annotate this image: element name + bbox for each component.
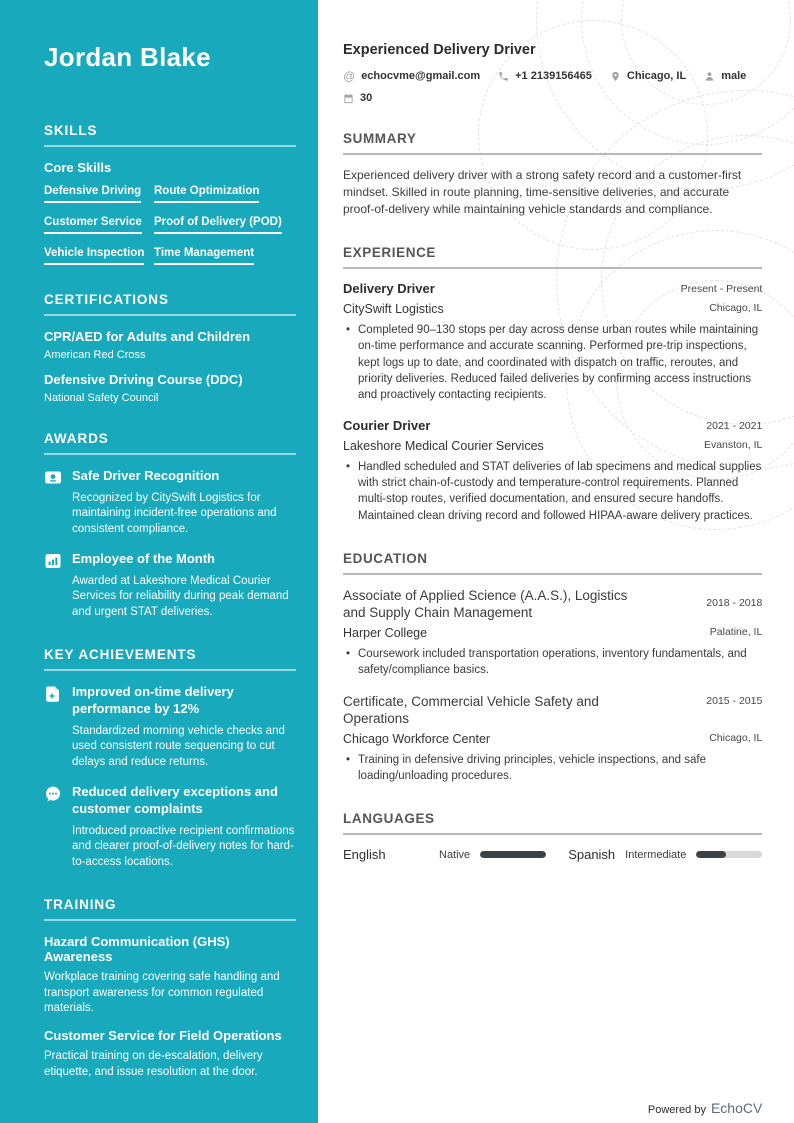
job-date: 2021 - 2021 — [706, 419, 763, 432]
training-title: Customer Service for Field Operations — [44, 1028, 282, 1044]
contact-row — [343, 69, 762, 104]
training-title: Hazard Communication (GHS) Awareness — [44, 934, 230, 965]
skill-group-title: Core Skills — [44, 160, 112, 175]
experience-entry — [343, 281, 762, 404]
job-location: Chicago, IL — [709, 301, 763, 314]
certification-issuer: National Safety Council — [44, 392, 159, 404]
job-bullet: • Handled scheduled and STAT deliveries of lab specimens and medical supplies with strict chain-of-custody and temperature-control requirements. Planned multi-stop routes, verified documentation, and ensured secure handoffs. Maintained clean driving record and followed HIPAA-aware delivery practices. — [343, 459, 762, 524]
education-date: 2018 - 2018 — [706, 596, 763, 609]
education-entry — [343, 693, 762, 785]
education-bullet: • Training in defensive driving principles, vehicle inspections, and safe loading/unloading procedures. — [343, 752, 762, 785]
contact-gender-text: male — [721, 70, 747, 82]
job-location: Evanston, IL — [703, 438, 763, 451]
award-item — [44, 468, 296, 537]
awards-section — [44, 431, 296, 620]
school-location: Palatine, IL — [709, 625, 763, 638]
summary-text: Experienced delivery driver with a strong safety record and a customer-first mindset. Skilled in route planning, time-sensitive deliveries, and accurate proof-of-delivery while maintaining vehicle standards and compliance. — [343, 168, 742, 217]
main-panel — [318, 0, 794, 1123]
training-item — [44, 1028, 296, 1080]
phone-icon — [498, 71, 509, 82]
certification-title: Defensive Driving Course (DDC) — [44, 372, 243, 387]
company-name: CitySwift Logistics — [343, 301, 444, 316]
language-name: English — [343, 847, 386, 863]
achievement-item — [44, 784, 296, 870]
job-bullet: • Completed 90–130 stops per day across dense urban routes while maintaining on-time performance and accurate scanning. Performed pre-trip inspections, kept logs up to date, and coordinated with dispatch on traffic, reroutes, and priority deliveries. Reduced failed deliveries by confirming access instructions and proactively contacting recipients. — [343, 322, 762, 404]
job-date: Present - Present — [680, 283, 763, 296]
chat-ellipsis-icon — [44, 784, 62, 870]
education-bullet: • Coursework included transportation operations, inventory fundamentals, and safety/compliance basics. — [343, 646, 762, 679]
award-title: Safe Driver Recognition — [72, 468, 220, 483]
certification-title: CPR/AED for Adults and Children — [44, 329, 251, 344]
language-level: Native — [439, 848, 471, 861]
languages-section — [343, 811, 762, 862]
skill-tag: Defensive Driving — [44, 185, 141, 203]
languages-heading: LANGUAGES — [343, 811, 762, 835]
skills-heading: SKILLS — [44, 123, 296, 147]
language-proficiency-bar — [480, 851, 546, 858]
contact-age-text: 30 — [360, 92, 373, 104]
training-description: Workplace training covering safe handling and transport awareness for common regulated materials. — [44, 971, 280, 1015]
job-title: Delivery Driver — [343, 281, 435, 297]
experience-heading: EXPERIENCE — [343, 245, 762, 269]
education-section — [343, 551, 762, 785]
award-item — [44, 551, 296, 620]
contact-age — [343, 92, 372, 104]
award-title: Employee of the Month — [72, 551, 215, 567]
cv-title: Experienced Delivery Driver — [343, 42, 536, 58]
skill-tag: Proof of Delivery (POD) — [154, 216, 282, 234]
achievement-title: Improved on-time delivery performance by 12% — [72, 684, 234, 717]
school-name: Chicago Workforce Center — [343, 731, 491, 746]
footer — [648, 1100, 762, 1116]
certification-item — [44, 329, 296, 361]
skill-tag: Vehicle Inspection — [44, 247, 144, 265]
awards-heading: AWARDS — [44, 431, 296, 455]
award-description: Recognized by CitySwift Logistics for maintaining incident-free operations and consistent compliance. — [72, 491, 277, 535]
degree-title: Associate of Applied Science (A.A.S.), Logistics and Supply Chain Management — [343, 587, 628, 621]
training-item — [44, 934, 296, 1016]
education-heading: EDUCATION — [343, 551, 762, 575]
language-proficiency-fill — [696, 851, 726, 858]
contact-email — [343, 69, 480, 83]
sidebar — [0, 0, 318, 1123]
achievement-item — [44, 684, 296, 770]
document-plus-icon — [44, 684, 62, 770]
summary-section — [343, 131, 762, 218]
achievement-body — [72, 684, 296, 770]
education-date: 2015 - 2015 — [706, 694, 763, 707]
key-achievements-section — [44, 647, 296, 870]
experience-entry — [343, 418, 762, 524]
certifications-heading: CERTIFICATIONS — [44, 292, 296, 316]
achievement-body — [72, 784, 296, 870]
certifications-section — [44, 292, 296, 404]
person-icon — [704, 71, 715, 82]
certification-item — [44, 372, 296, 404]
languages-row — [343, 847, 762, 862]
candidate-name: Jordan Blake — [44, 42, 211, 72]
achievement-description: Standardized morning vehicle checks and used consistent route sequencing to cut delays and reduce returns. — [72, 725, 285, 768]
certification-issuer: American Red Cross — [44, 349, 146, 361]
award-body — [72, 468, 296, 537]
achievement-description: Introduced proactive recipient confirmations and clearer proof-of-delivery notes for hard-to-access locations. — [72, 825, 295, 868]
contact-location — [610, 70, 686, 82]
skill-tag: Time Management — [154, 247, 254, 265]
training-description: Practical training on de-escalation, delivery etiquette, and issue resolution at the door. — [44, 1050, 263, 1078]
bar-chart-icon — [44, 551, 62, 620]
key-achievements-heading: KEY ACHIEVEMENTS — [44, 647, 296, 671]
training-heading: TRAINING — [44, 897, 296, 921]
calendar-icon — [343, 93, 354, 104]
award-body — [72, 551, 296, 620]
award-description: Awarded at Lakeshore Medical Courier Services for reliability during peak demand and urgent STAT deliveries. — [72, 575, 289, 618]
language-proficiency-fill — [480, 851, 546, 858]
skill-tag: Route Optimization — [154, 185, 259, 203]
brand-name: EchoCV — [710, 1100, 763, 1116]
achievement-title: Reduced delivery exceptions and customer complaints — [72, 784, 278, 817]
school-location: Chicago, IL — [709, 731, 763, 744]
school-name: Harper College — [343, 625, 428, 640]
language-proficiency-bar — [696, 851, 762, 858]
job-title: Courier Driver — [343, 417, 431, 433]
summary-heading: SUMMARY — [343, 131, 762, 155]
company-name: Lakeshore Medical Courier Services — [343, 438, 544, 453]
experience-section — [343, 245, 762, 524]
contact-phone-text: +1 2139156465 — [515, 70, 592, 82]
at-icon: @ — [343, 69, 356, 83]
contact-phone — [498, 70, 592, 82]
education-entry — [343, 587, 762, 679]
award-card-icon — [44, 468, 62, 537]
training-section — [44, 897, 296, 1080]
location-pin-icon — [610, 71, 621, 82]
skills-section — [44, 123, 296, 265]
language-level: Intermediate — [625, 848, 687, 861]
contact-location-text: Chicago, IL — [626, 70, 687, 82]
skill-tag: Customer Service — [44, 216, 142, 234]
skills-grid — [44, 185, 296, 265]
contact-gender — [704, 70, 746, 82]
contact-email-text: echocvme@gmail.com — [361, 70, 481, 82]
degree-title: Certificate, Commercial Vehicle Safety and Operations — [343, 693, 599, 727]
powered-by-label: Powered by — [647, 1104, 706, 1116]
language-name: Spanish — [568, 847, 616, 863]
